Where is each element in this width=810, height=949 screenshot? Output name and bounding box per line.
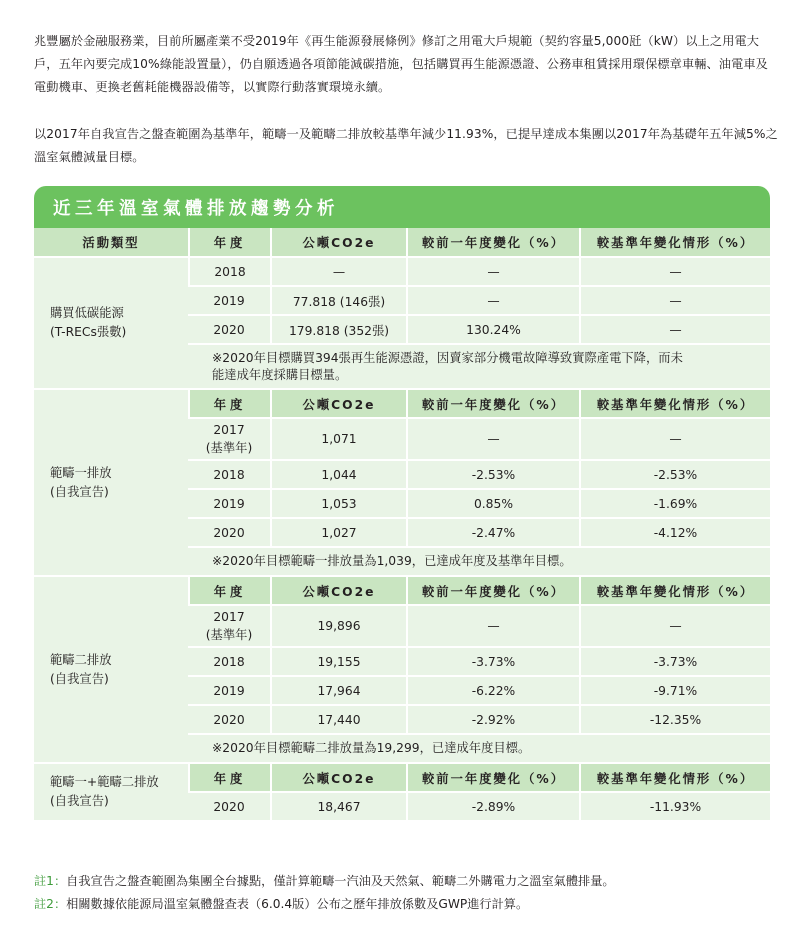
note-scope2: ※2020年目標範疇二排放量為19,299，已達成年度目標。 (188, 733, 770, 762)
tco2e-cell: 1,053 (270, 488, 406, 517)
change-prev-cell: — (406, 256, 579, 285)
activity-label-trecs: 購買低碳能源 (T-RECs張數) (34, 256, 188, 388)
sub-header-tco2e: 公噸CO2e (270, 388, 406, 417)
change-base-cell: -11.93% (579, 791, 770, 820)
table-row (34, 256, 770, 285)
change-base-cell: — (579, 256, 770, 285)
change-prev-cell: — (406, 417, 579, 459)
activity-label-scope2: 範疇二排放 (自我宣告) (34, 575, 188, 762)
sub-header-year: 年度 (188, 388, 270, 417)
tco2e-cell: 19,155 (270, 646, 406, 675)
footnote-label: 註1： (34, 874, 67, 888)
sub-header-year: 年度 (188, 762, 270, 791)
tco2e-cell: 17,964 (270, 675, 406, 704)
sub-header-change-base: 較基準年變化情形（%） (579, 388, 770, 417)
tco2e-cell: 1,071 (270, 417, 406, 459)
change-prev-cell: — (406, 285, 579, 314)
change-base-cell: — (579, 417, 770, 459)
tco2e-cell: 18,467 (270, 791, 406, 820)
col-header-year: 年度 (188, 228, 270, 256)
tco2e-cell: 77.818 (146張) (270, 285, 406, 314)
change-base-cell: — (579, 285, 770, 314)
intro-paragraph-2: 以2017年自我宣告之盤查範圍為基準年，範疇一及範疇二排放較基準年減少11.93%，已提早達成本集團以2017年為基礎年五年減5%之溫室氣體減量目標。 (34, 127, 778, 164)
footnotes (34, 870, 779, 916)
change-prev-cell: — (406, 604, 579, 646)
footnote-2 (34, 893, 779, 916)
change-base-cell: -3.73% (579, 646, 770, 675)
sub-header-change-base: 較基準年變化情形（%） (579, 575, 770, 604)
emissions-trend-panel (34, 186, 770, 857)
sub-header-tco2e: 公噸CO2e (270, 762, 406, 791)
panel-title: 近三年溫室氣體排放趨勢分析 (53, 199, 339, 219)
change-base-cell: — (579, 314, 770, 343)
change-prev-cell: -3.73% (406, 646, 579, 675)
col-header-change-prev: 較前一年度變化（%） (406, 228, 579, 256)
change-prev-cell: -6.22% (406, 675, 579, 704)
tco2e-cell: 1,027 (270, 517, 406, 546)
sub-header-year: 年度 (188, 575, 270, 604)
tco2e-cell: 19,896 (270, 604, 406, 646)
sub-header-tco2e: 公噸CO2e (270, 575, 406, 604)
year-cell: 2020 (188, 791, 270, 820)
change-base-cell: -2.53% (579, 459, 770, 488)
sub-header-change-prev: 較前一年度變化（%） (406, 388, 579, 417)
col-header-activity: 活動類型 (34, 228, 188, 256)
year-cell: 2018 (188, 256, 270, 285)
year-cell: 2020 (188, 704, 270, 733)
activity-label-scope1-2: 範疇一+範疇二排放 (自我宣告) (34, 762, 188, 820)
footnote-1 (34, 870, 779, 893)
year-cell: 2019 (188, 675, 270, 704)
change-prev-cell: 130.24% (406, 314, 579, 343)
intro-paragraph-1: 兆豐屬於金融服務業，目前所屬產業不受2019年《再生能源發展條例》修訂之用電大戶規範（契約容量5,000瓩（kW）以上之用電大戶，五年內要完成10%綠能設置量），仍自願透過各項節能減碳措施，包括購買再生能源憑證、公務車租賃採用環保標章車輛、油電車及電動機車、更換老舊耗能機器設備等，以實際行動落實環境永續。 (34, 34, 768, 94)
year-cell: 2018 (188, 646, 270, 675)
col-header-tco2e: 公噸CO2e (270, 228, 406, 256)
tco2e-cell: — (270, 256, 406, 285)
change-base-cell: -12.35% (579, 704, 770, 733)
year-cell: 2020 (188, 314, 270, 343)
change-base-cell: -1.69% (579, 488, 770, 517)
change-prev-cell: -2.89% (406, 791, 579, 820)
year-cell: 2020 (188, 517, 270, 546)
change-prev-cell: 0.85% (406, 488, 579, 517)
year-cell: 2018 (188, 459, 270, 488)
tco2e-cell: 17,440 (270, 704, 406, 733)
year-cell: 2019 (188, 285, 270, 314)
year-cell: 2019 (188, 488, 270, 517)
note-scope1: ※2020年目標範疇一排放量為1,039，已達成年度及基準年目標。 (188, 546, 770, 575)
sub-header-change-prev: 較前一年度變化（%） (406, 575, 579, 604)
change-prev-cell: -2.53% (406, 459, 579, 488)
tco2e-cell: 179.818 (352張) (270, 314, 406, 343)
sub-header-change-prev: 較前一年度變化（%） (406, 762, 579, 791)
year-cell: 2017 (基準年) (188, 604, 270, 646)
emissions-table (34, 228, 770, 820)
change-prev-cell: -2.47% (406, 517, 579, 546)
change-prev-cell: -2.92% (406, 704, 579, 733)
sub-header-change-base: 較基準年變化情形（%） (579, 762, 770, 791)
note-trecs: ※2020年目標購買394張再生能源憑證，因賣家部分機電故障導致實際產電下降，而未 能達成年度採購目標量。 (188, 343, 770, 388)
footnote-text: 自我宣告之盤查範圍為集團全台據點，僅計算範疇一汽油及天然氣、範疇二外購電力之溫室氣體排量。 (66, 874, 615, 888)
panel-header (34, 186, 770, 228)
change-base-cell: -4.12% (579, 517, 770, 546)
change-base-cell: — (579, 604, 770, 646)
footnote-text: 相關數據依能源局溫室氣體盤查表（6.0.4版）公布之歷年排放係數及GWP進行計算。 (66, 897, 529, 911)
activity-label-scope1: 範疇一排放 (自我宣告) (34, 388, 188, 575)
col-header-change-base: 較基準年變化情形（%） (579, 228, 770, 256)
year-cell: 2017 (基準年) (188, 417, 270, 459)
footnote-label: 註2： (34, 897, 67, 911)
tco2e-cell: 1,044 (270, 459, 406, 488)
change-base-cell: -9.71% (579, 675, 770, 704)
